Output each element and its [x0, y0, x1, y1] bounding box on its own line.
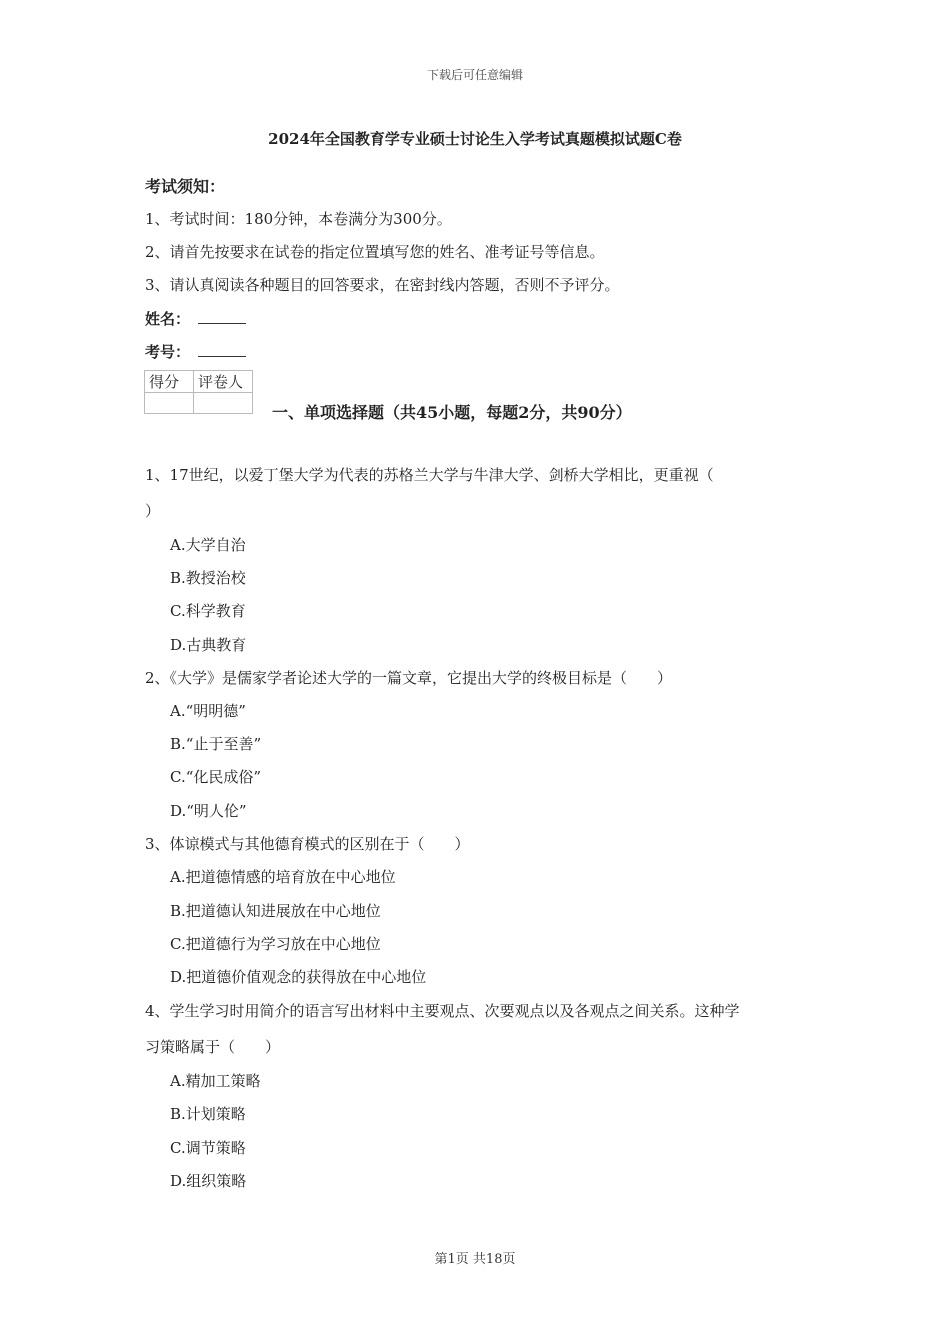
- page-header: 下载后可任意编辑: [426, 68, 523, 82]
- page-number: 第1页 共18页: [434, 1252, 516, 1267]
- id-label: 考号：: [145, 343, 191, 361]
- notice-item: 2、请首先按要求在试卷的指定位置填写您的姓名、准考证号等信息。: [145, 243, 605, 261]
- option: A.把道德情感的培育放在中心地位: [170, 868, 396, 886]
- option: C.科学教育: [170, 602, 246, 620]
- option: B.把道德认知进展放在中心地位: [170, 902, 381, 920]
- option: C.调节策略: [170, 1139, 246, 1157]
- name-field: [145, 308, 246, 329]
- name-label: 姓名：: [145, 310, 191, 328]
- question-text: 2、《大学》是儒家学者论述大学的一篇文章，它提出大学的终极目标是（ ）: [145, 669, 673, 687]
- option: C.“化民成俗”: [170, 768, 262, 786]
- question-text: 1、17世纪，以爱丁堡大学为代表的苏格兰大学与牛津大学、剑桥大学相比，更重视（: [145, 466, 714, 484]
- score-header: 得分: [145, 371, 194, 393]
- question-text: 3、体谅模式与其他德育模式的区别在于（ ）: [145, 835, 470, 853]
- option: B.“止于至善”: [170, 735, 262, 753]
- notice-item: 3、请认真阅读各种题目的回答要求，在密封线内答题，否则不予评分。: [145, 276, 620, 294]
- grader-header: 评卷人: [194, 371, 253, 393]
- option: C.把道德行为学习放在中心地位: [170, 935, 381, 953]
- id-blank: [198, 342, 246, 357]
- question-text: 4、学生学习时用简介的语言写出材料中主要观点、次要观点以及各观点之间关系。这种学: [145, 1002, 740, 1020]
- option: A.“明明德”: [170, 702, 246, 720]
- notice-item: 1、考试时间：180分钟，本卷满分为300分。: [145, 210, 452, 228]
- option: D.组织策略: [170, 1172, 247, 1190]
- option: B.教授治校: [170, 569, 246, 587]
- option: A.精加工策略: [170, 1072, 261, 1090]
- question-text-cont: ）: [145, 502, 161, 520]
- option: A.大学自治: [170, 536, 246, 554]
- exam-title: 2024年全国教育学专业硕士讨论生入学考试真题模拟试题C卷: [268, 130, 682, 148]
- score-cell: [145, 393, 194, 414]
- score-table: [144, 370, 253, 414]
- option: B.计划策略: [170, 1105, 246, 1123]
- option: D.古典教育: [170, 636, 247, 654]
- notice-heading: 考试须知：: [145, 177, 226, 196]
- name-blank: [198, 309, 246, 324]
- option: D.把道德价值观念的获得放在中心地位: [170, 968, 427, 986]
- option: D.“明人伦”: [170, 802, 247, 820]
- grader-cell: [194, 393, 253, 414]
- question-text-cont: 习策略属于（ ）: [145, 1038, 281, 1056]
- section-title: 一、单项选择题（共45小题，每题2分，共90分）: [272, 403, 632, 422]
- id-field: [145, 341, 246, 362]
